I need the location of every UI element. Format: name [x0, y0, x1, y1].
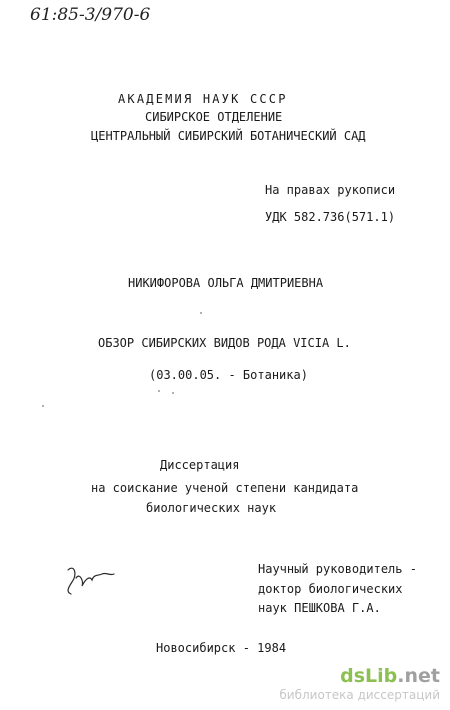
handwritten-signature [62, 560, 122, 600]
udc-code: УДК 582.736(571.1) [265, 210, 396, 224]
watermark-tagline: библиотека диссертаций [279, 688, 440, 702]
supervisor-line-2: доктор биологических [258, 582, 403, 596]
archive-number: 61:85-3/970-6 [30, 5, 151, 25]
author-name: НИКИФОРОВА ОЛЬГА ДМИТРИЕВНА [128, 276, 324, 290]
thesis-title: ОБЗОР СИБИРСКИХ ВИДОВ РОДА VICIA L. [98, 336, 351, 350]
branch-heading: СИБИРСКОЕ ОТДЕЛЕНИЕ [145, 110, 283, 124]
supervisor-line-3: наук ПЕШКОВА Г.А. [258, 601, 381, 615]
degree-line-1: на соискание ученой степени кандидата [91, 481, 359, 495]
institute-heading: ЦЕНТРАЛЬНЫЙ СИБИРСКИЙ БОТАНИЧЕСКИЙ САД [91, 129, 366, 143]
thesis-type: Диссертация [160, 458, 240, 472]
watermark-brand: dsLib.net [340, 665, 440, 687]
supervisor-line-1: Научный руководитель - [258, 562, 417, 576]
academy-heading: АКАДЕМИЯ НАУК СССР [118, 92, 288, 106]
watermark [270, 665, 440, 705]
degree-line-2: биологических наук [146, 501, 277, 515]
manuscript-rights: На правах рукописи [265, 183, 396, 197]
city-year: Новосибирск - 1984 [156, 641, 287, 655]
specialty-code: (03.00.05. - Ботаника) [149, 368, 308, 382]
